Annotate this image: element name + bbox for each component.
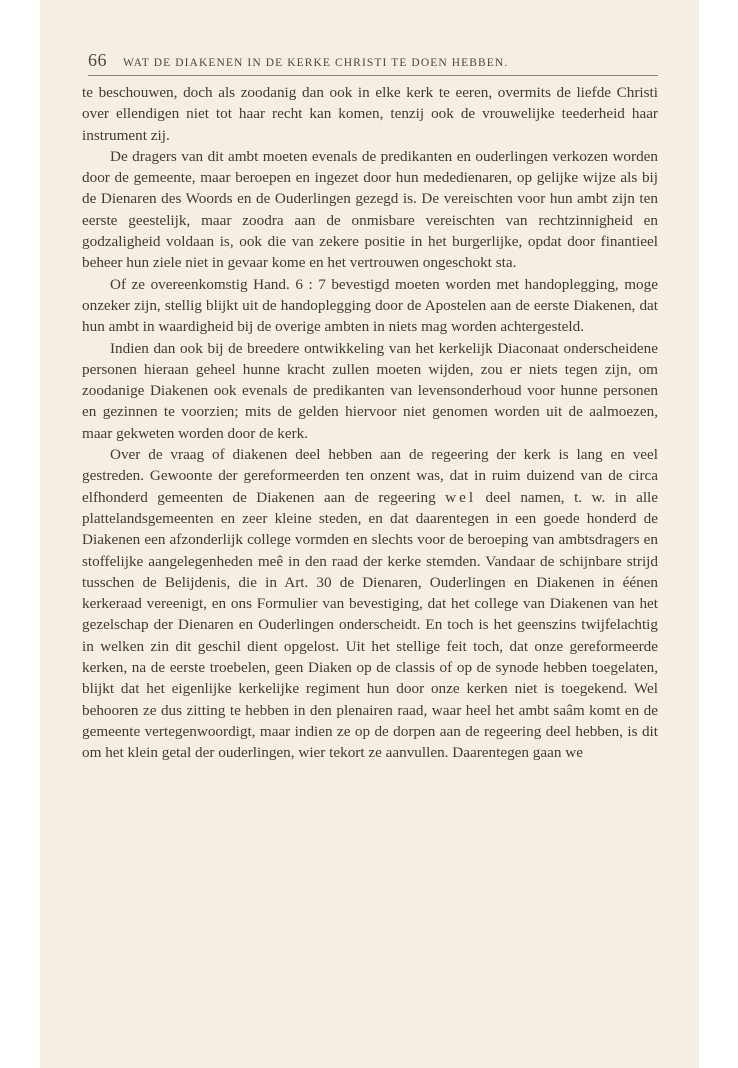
paragraph-3: Of ze overeenkomstig Hand. 6 : 7 bevestigd moeten worden met handoplegging, moge onzeker zijn, stellig blijkt uit de handoplegging door de Apostelen aan de eerste Diakenen, dat hun ambt in waardigheid bij de overige ambten in niets mag worden achtergesteld. (82, 275, 658, 336)
paragraph-2: De dragers van dit ambt moeten evenals de predikanten en ouderlingen verkozen worden door de gemeente, maar beroepen en ingezet door hun mededienaren, op gelijke wijze als bij de Dienaren des Woords en de Ouderlingen gezegd is. De vereischten voor hun ambt zijn ten eerste geestelijk, maar zoodra aan de onmisbare vereischten van rechtzinnigheid en godzaligheid voldaan is, ook die van zekere positie in het burgerlijke, opdat door finantieel beheer hun ziele niet in gevaar kome en het vertrouwen ongeschokt sta. (82, 147, 658, 272)
running-head (88, 50, 654, 71)
header-rule (88, 75, 658, 76)
paragraph-1: te beschouwen, doch als zoodanig dan ook in elke kerk te eeren, overmits de liefde Christi over ellendigen niet tot haar recht kan komen, tenzij ook de vrouwelijke teederheid haar instrument zij. (82, 84, 658, 144)
emphasized-word: wel (445, 488, 477, 506)
book-page (40, 0, 699, 1068)
running-title: WAT DE DIAKENEN IN DE KERKE CHRISTI TE DOEN HEBBEN. (123, 57, 509, 69)
page-number: 66 (88, 50, 107, 70)
paragraph-5-part-2: deel namen, t. w. in alle plattelandsgemeenten en zeer kleine steden, en dat daarentegen in een goede honderd de Diakenen een afzonderlijk college vormden en slechts voor de beroeping van ambtsdragers en stoffelijke aangelegenheden meê in den raad der kerke stemden. Vandaar de schijnbare strijd tusschen de Belijdenis, die in Art. 30 de Dienaren, Ouderlingen en Diakenen in éénen kerkeraad vereenigt, en ons Formulier van bevestiging, dat het college van Diakenen van het gezelschap der Dienaren en Ouderlingen onderscheidt. En toch is het geenszins twijfelachtig in welken zin dit geschil dient opgelost. Uit het stellige feit toch, dat onze gereformeerde kerken, na de eerste troebelen, geen Diaken op de classis of op de synode hebben toegelaten, blijkt dat het eigenlijke kerkelijke regiment hun door onze kerken niet is toegekend. Wel behooren ze dus zitting te hebben in den plenairen raad, waar heel het ambt saâm komt en de gemeente vertegenwoordigt, maar indien ze op de dorpen aan de regeering deel hebben, is dit om het klein getal der ouderlingen, wier tekort ze aanvullen. Daarentegen gaan we (82, 488, 659, 762)
body-text (82, 82, 658, 764)
paragraph-5 (82, 444, 658, 763)
paragraph-5-part-1: Over de vraag of diakenen deel hebben aan de regeering der kerk is lang en veel gestreden. Gewoonte der gereformeerden ten onzent was, dat in ruim duizend van de circa elfhonderd gemeenten de Diakenen aan de regeering (82, 446, 658, 506)
paragraph-4: Indien dan ook bij de breedere ontwikkeling van het kerkelijk Diaconaat onderscheidene personen hieraan geheel hunne kracht zullen moeten wijden, zou er niets tegen zijn, om zoodanige Diakenen ook evenals de predikanten van levensonderhoud voor hunne personen en gezinnen te voorzien; mits de gelden hiervoor niet genomen worden uit de aalmoezen, maar gekweten worden door de kerk. (82, 339, 658, 442)
